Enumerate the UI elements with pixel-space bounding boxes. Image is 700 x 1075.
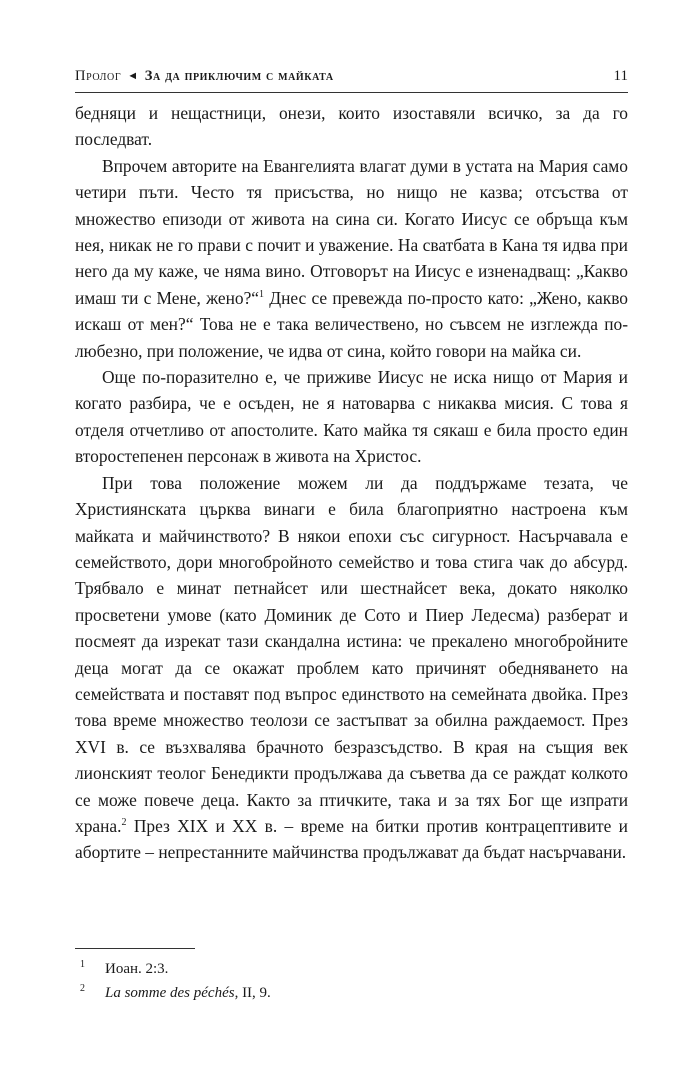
footnote-number: 1 (80, 959, 85, 970)
body-text (75, 100, 628, 866)
footnote-ref-2[interactable]: 2 (121, 816, 127, 828)
footnote-text: , II, 9. (234, 985, 271, 1001)
paragraph-text: Още по-поразително е, че приживе Иисус не иска нищо от Мария и когато разбира, че е осъден, не я натоварва с никаква мисия. С това я отделя отчетливо от апостолите. Като майка тя сякаш е била просто един второстепенен персонаж в живота на Христос. (75, 367, 628, 467)
footnote-2 (75, 981, 628, 1005)
paragraph-text: Впрочем авторите на Евангелията влагат думи в устата на Мария само четири пъти. Често тя присъства, но нищо не казва; отсъства от множество епизоди от живота на сина си. Когато Иисус се обръща към нея, никак не го прави с почит и уважение. На сватбата в Кана тя идва при него да му каже, че няма вино. Отговорът на Иисус е изненадващ: „Какво имаш ти с Мене, жено?“ (75, 155, 628, 308)
chapter-title: За да приключим с майката (144, 68, 334, 84)
paragraph-2 (75, 153, 628, 364)
paragraph-text: бедняци и нещастници, онези, които изоставяли всичко, за да го последват. (75, 103, 628, 150)
paragraph-text: При това положение можем ли да поддържаме тезата, че Християнската църква винаги е била благоприятно настроена към майката и майчинството? В някои епохи със сигурност. Насърчавала е семейството, дори многобройното семейство и това стига чак до абсурд. Трябвало е минат петнайсет или шестнайсет века, докато няколко просветени умове (като Доминик де Сото и Пиер Ледесма) разберат и посмеят да изрекат тази скандална истина: че прекалено многобройните деца могат да се окажат проблем като причинят обедняването на семействата и поставят под въпрос единството на семейната двойка. През това време множество теолози се застъпват за обилна раждаемост. През XVI в. се възхвалява брачното безразсъдство. В края на същия век лионският теолог Бенедикти продължава да съветва да се раждат колкото се може повече деца. Както за птичките, така и за тях Бог ще изпрати храна. (75, 472, 628, 836)
footnote-divider (75, 948, 195, 949)
running-header-title (75, 68, 334, 85)
left-arrow-icon: ◄ (127, 70, 139, 82)
paragraph-3 (75, 364, 628, 470)
section-name: Пролог (75, 68, 122, 84)
paragraph-1 (75, 100, 628, 153)
header-divider (75, 92, 628, 93)
paragraph-text: Днес се превежда по-просто като: „Жено, какво искаш от мен?“ Това не е така величествено, но съвсем не изглежда по-любезно, при положение, че идва от сина, който говори на майка си. (75, 287, 628, 361)
footnotes (75, 957, 628, 1005)
footnote-text: Иоан. 2:3. (105, 961, 169, 977)
page-number: 11 (613, 68, 628, 84)
paragraph-4 (75, 470, 628, 866)
paragraph-text: През XIX и XX в. – време на битки против контрацептивите и абортите – непрестанните майчинства продължават да бъдат насърчавани. (75, 815, 628, 863)
footnote-italic: La somme des péchés (105, 985, 235, 1001)
running-header (75, 68, 628, 92)
footnote-number: 2 (80, 983, 85, 994)
footnote-ref-1[interactable]: 1 (259, 288, 265, 300)
footnote-1 (75, 957, 628, 981)
